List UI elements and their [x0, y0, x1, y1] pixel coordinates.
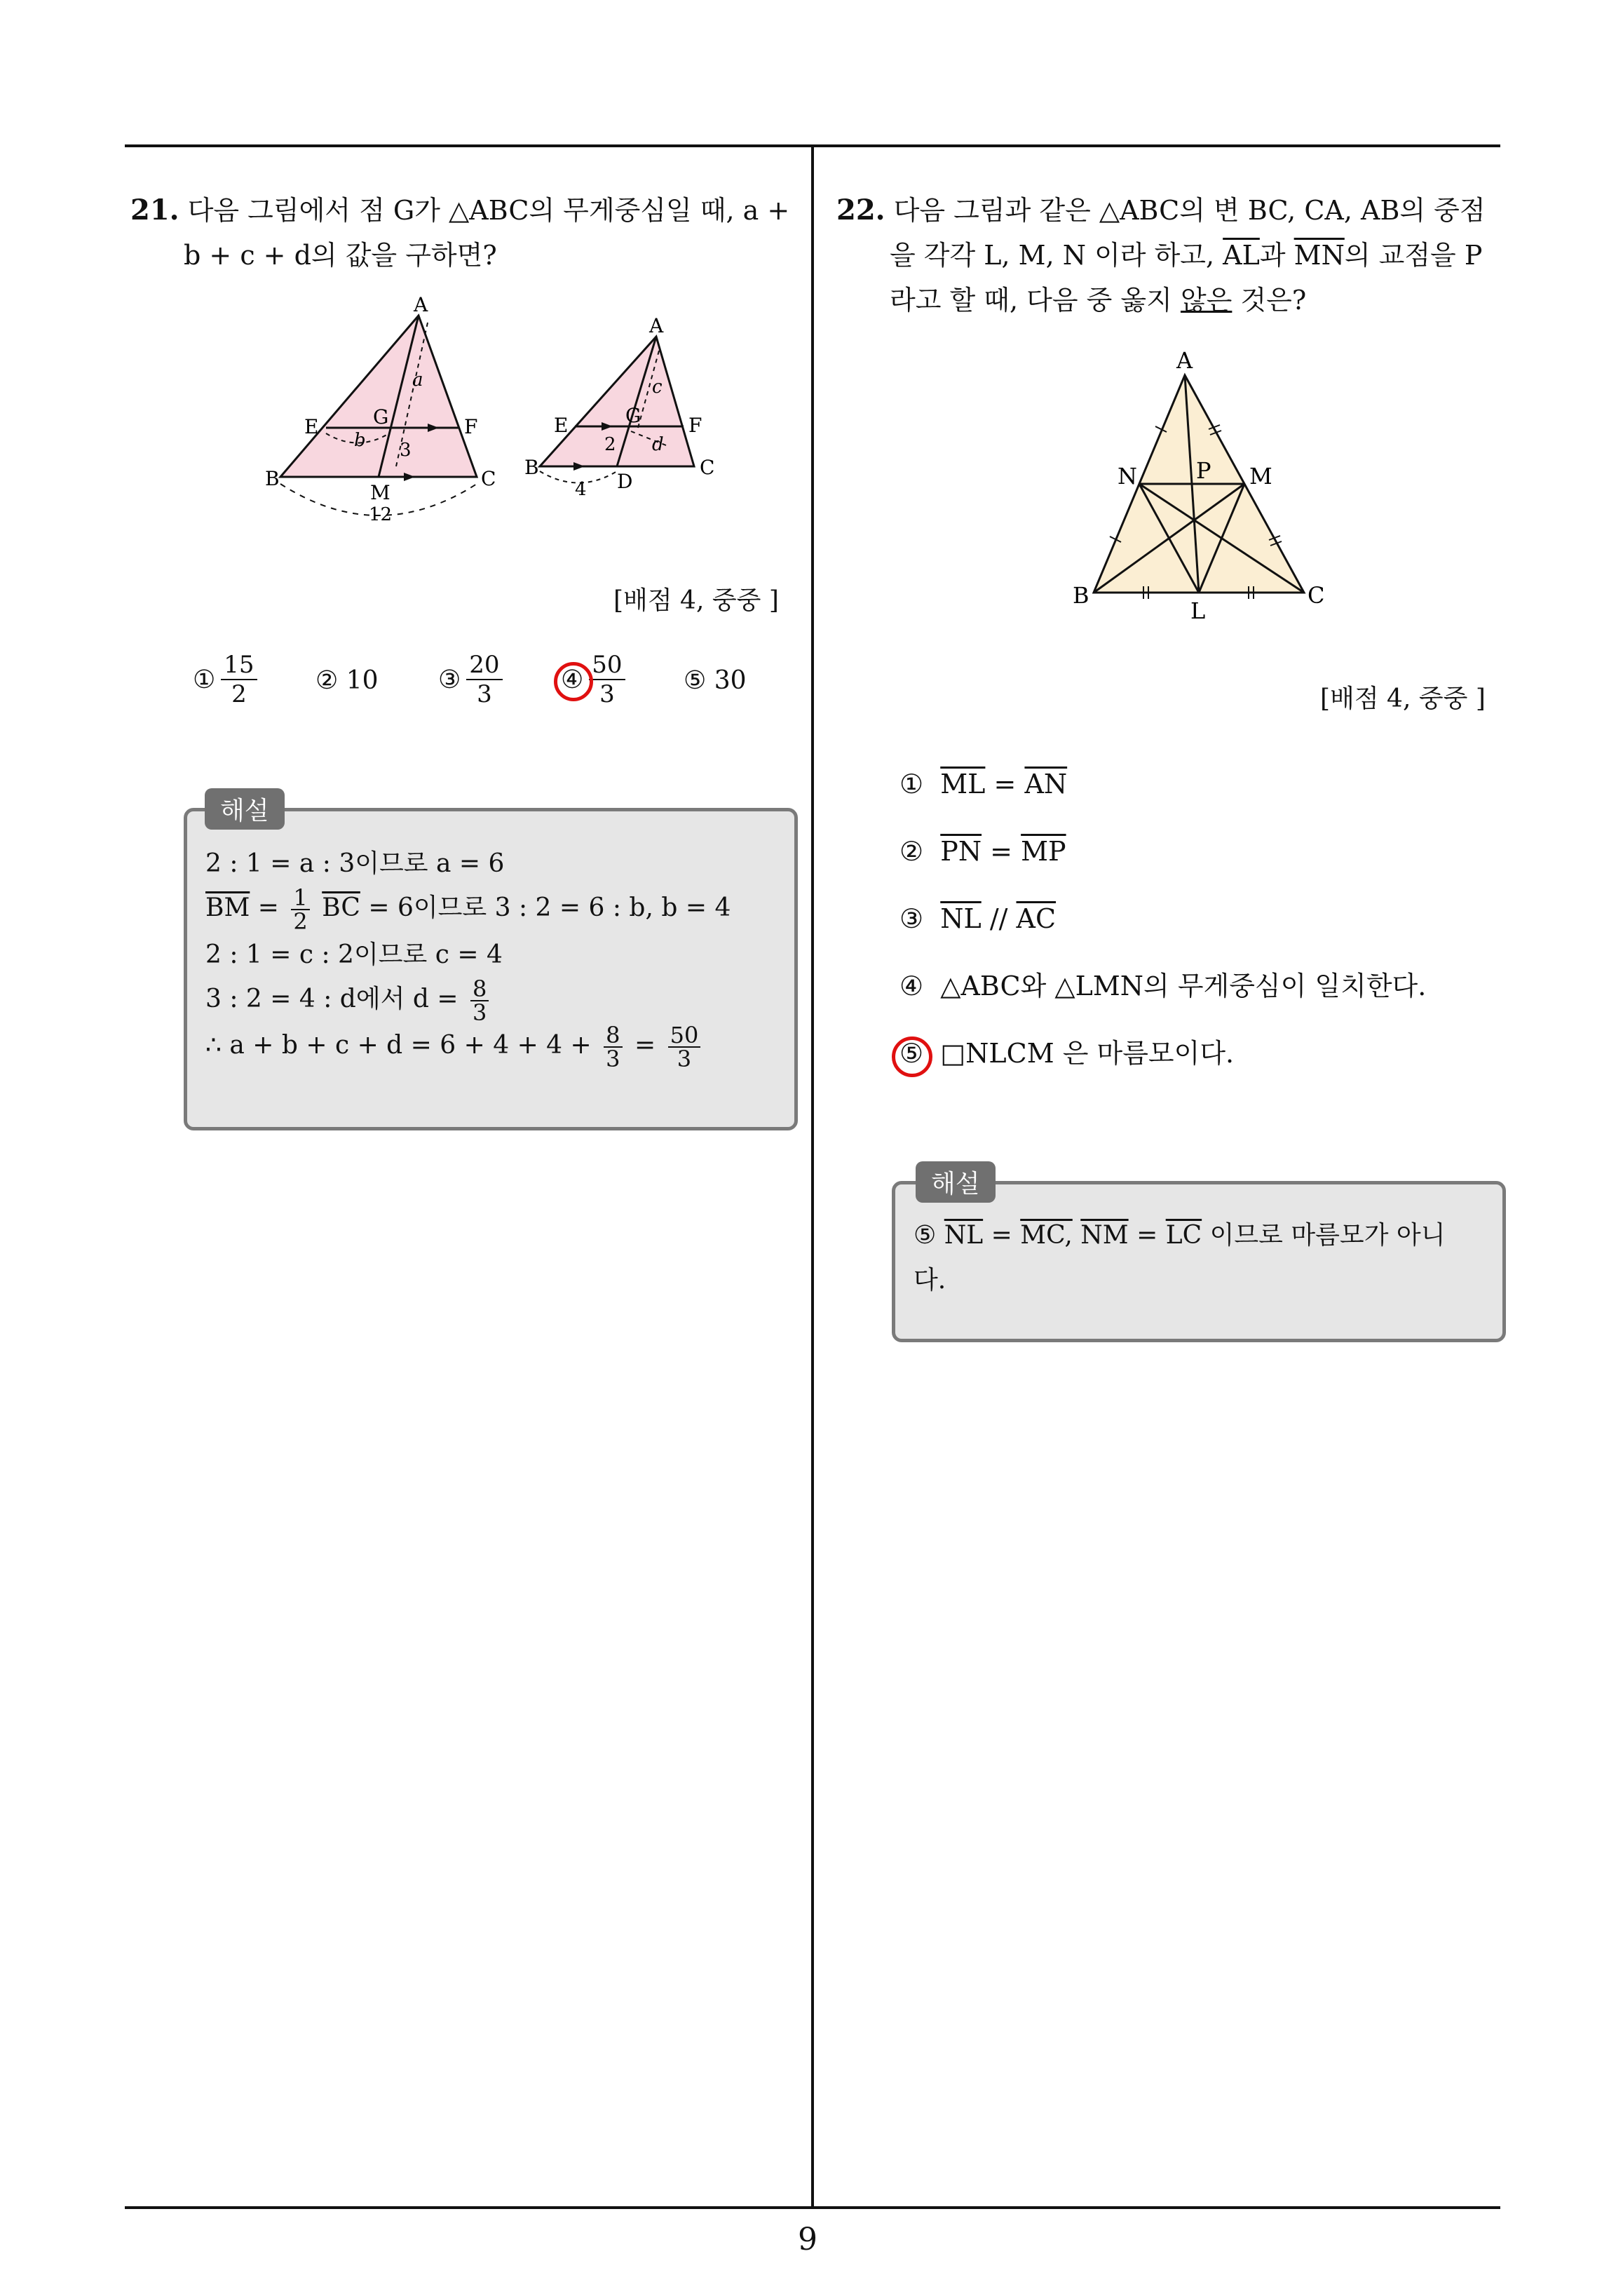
q21-right-triangle — [540, 337, 694, 466]
q22-choice-5[interactable]: ⑤ □NLCM 은 마름모이다. — [899, 1038, 1235, 1069]
q21-sol-line1: 2 : 1 = a : 3이므로 a = 6 — [205, 849, 505, 878]
q22-sol-line1: ⑤ $\overline{NL}$ = MC, $\overline{NM} = \overline{LC}$ 이므로 마름모가 아니 — [914, 1221, 1446, 1250]
label-B-right: B — [524, 456, 539, 479]
label-G-right: G — [625, 404, 641, 427]
q21-solution-tag: 해설 — [205, 788, 285, 830]
label-d-right: d — [652, 434, 664, 455]
label-D-right: D — [617, 470, 633, 493]
q21-sol-line2: $\overline{BM}$ = $\frac{1}{2}$ $\overline{BC} = 6$이므로 3 : 2 = 6 : b, b = 4 — [205, 884, 731, 935]
q22-choice-4[interactable]: ④ △ABC와 △LMN의 무게중심이 일치한다. — [899, 971, 1427, 1001]
q21-left-triangle — [280, 316, 477, 477]
q21-choice-1[interactable]: ① $\frac{15}{2}$ — [193, 651, 263, 708]
q21-answer-circle — [554, 662, 593, 701]
label-A: A — [1176, 347, 1193, 374]
q21-text-line1: 다음 그림에서 점 G가 △ABC의 무게중심일 때, a + — [187, 195, 790, 226]
label-E-right: E — [554, 414, 569, 437]
label-c-right: c — [652, 377, 663, 398]
q21-text-line2: b + c + d의 값을 구하면? — [184, 240, 497, 271]
q22-figure — [1066, 344, 1346, 631]
label-N: N — [1118, 463, 1137, 489]
q21-figure — [259, 295, 722, 533]
q22-solution-tag: 해설 — [916, 1161, 996, 1203]
label-2-right: 2 — [604, 434, 616, 455]
label-B: B — [1073, 582, 1089, 609]
q21-choice-3[interactable]: ③ $\frac{20}{3}$ — [438, 651, 508, 708]
q21-sol-line3: 2 : 1 = c : 2이므로 c = 4 — [205, 940, 503, 969]
label-A-left: A — [414, 295, 428, 316]
q22-choice-2[interactable]: ② $\overline{PN} = \overline{MP}$ — [899, 836, 1066, 867]
label-G-left: G — [373, 405, 389, 428]
label-M-left: M — [370, 481, 391, 504]
label-C-right: C — [700, 456, 715, 479]
q22-sol-line2: 다. — [914, 1266, 946, 1295]
label-12-left: 12 — [369, 504, 393, 525]
q22-stem: 22. 다음 그림과 같은 △ABC의 변 BC, CA, AB의 중점 을 각각 L, M, N 이라 하고, $\overline{AL}$과 $\overline{MN}$의 교점을 P 라고 할 때, 다음 중 옳지 않은 것은? — [836, 194, 1486, 316]
label-E-left: E — [304, 415, 319, 438]
label-B-left: B — [265, 467, 280, 490]
q22-score: [배점 4, 중중 ] — [1320, 684, 1486, 713]
q21-choice-5[interactable]: ⑤ 30 — [684, 666, 747, 695]
label-4-right: 4 — [575, 479, 587, 500]
label-M: M — [1249, 463, 1272, 489]
q21-score: [배점 4, 중중 ] — [613, 586, 779, 615]
label-a-left: a — [412, 370, 423, 391]
label-C: C — [1308, 582, 1325, 609]
q21-number: 21. — [130, 194, 179, 227]
q21-sol-line4: 3 : 2 = 4 : d에서 d = $\frac{8}{3}$ — [205, 978, 780, 1024]
q21-choice-4[interactable]: ④ $\frac{50}{3}$ — [561, 651, 631, 708]
label-C-left: C — [481, 467, 496, 490]
page-number: 9 — [798, 2222, 817, 2257]
bottom-rule — [125, 2206, 1500, 2209]
q22-choice-1[interactable]: ① $\overline{ML} = \overline{AN}$ — [899, 769, 1068, 799]
label-A-right: A — [649, 314, 664, 337]
label-b-left: b — [354, 430, 366, 451]
label-3-left: 3 — [400, 440, 412, 461]
column-divider — [811, 144, 814, 2208]
q21-stem — [130, 188, 803, 278]
q22-answer-circle — [892, 1036, 932, 1077]
q22-solution-body — [914, 1213, 1488, 1303]
q21-solution-body — [205, 842, 780, 1070]
label-P: P — [1196, 457, 1211, 484]
label-L: L — [1190, 597, 1206, 624]
q22-number: 22. — [836, 194, 885, 227]
label-F-right: F — [688, 414, 702, 437]
q22-choice-3[interactable]: ③ $\overline{NL} // \overline{AC}$ — [899, 903, 1057, 934]
q21-sol-line5: ∴ a + b + c + d = 6 + 4 + 4 + $\frac{8}{3}$ = $\frac{50}{3}$ — [205, 1024, 780, 1070]
q21-choice-2[interactable]: ② 10 — [315, 666, 379, 695]
label-F-left: F — [464, 415, 478, 438]
